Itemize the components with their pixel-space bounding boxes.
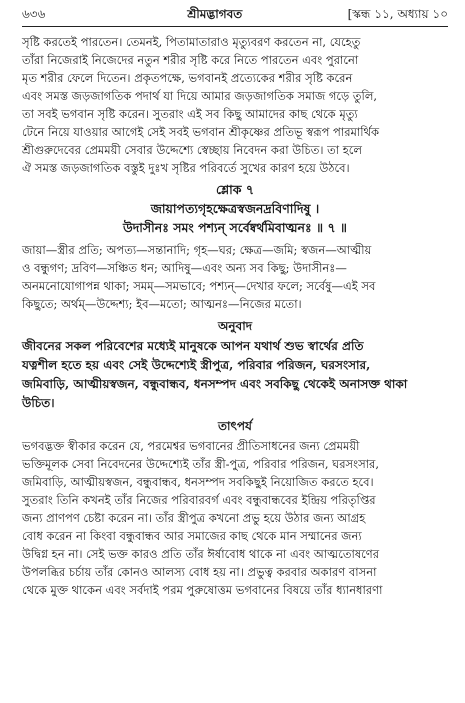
- text-line: তা সবই ভগবান সৃষ্টি করেন। সুতরাং এই সব কিছু আমাদের কাছ থেকে মৃত্যু: [22, 107, 358, 121]
- verse-line: জায়াপত্যগৃহক্ষেত্রস্বজনদ্রবিণাদিষু ।: [150, 201, 320, 216]
- text-line: বোধ করেন না কিংবা বন্ধুবান্ধব আর সমাজের কাছ থেকে মান সম্মানের জন্য: [22, 529, 362, 543]
- text-line: সৃষ্টি করতেই পারতেন। তেমনই, পিতামাতারাও মৃত্যুবরণ করতেন না, যেহেতু: [22, 35, 361, 49]
- text-line: জীবনের সকল পরিবেশের মধ্যেই মানুষকে আপন যথার্থ শুভ স্বার্থের প্রতি: [22, 339, 364, 353]
- translation: [22, 337, 448, 413]
- text-line: তাঁরা নিজেরাই নিজেদের নতুন শরীর সৃষ্টি করে নিতে পারতেন এবং পুরানো: [22, 53, 359, 67]
- text-line: যত্নশীল হতে হয় এবং সেই উদ্দেশ্যেই স্ত্রীপুত্র, পরিবার পরিজন, ঘরসংসার,: [22, 358, 371, 372]
- page-number: ৬৩৬: [22, 7, 46, 21]
- text-line: জায়া—স্ত্রীর প্রতি; অপত্য—সন্তানাদি; গৃহ—ঘর; ক্ষেত্র—জমি; স্বজন—আত্মীয়: [22, 243, 372, 257]
- text-line: উচিত।: [22, 396, 55, 410]
- text-line: থেকে মুক্ত থাকেন এবং সর্বদাই পরম পুরুষোত্তম ভগবানের বিষয়ে তাঁর ধ্যানধারণা: [22, 583, 383, 597]
- text-line: জমিবাড়ি, আত্মীয়স্বজন, বন্ধুবান্ধব, ধনসম্পদ সবকিছুই নিয়োজিত করতে হবে।: [22, 475, 374, 489]
- text-line: ঐ সমস্ত জড়জাগতিক বস্তুই দুঃখ সৃষ্টির পরিবর্তে সুখের কারণ হয়ে উঠবে।: [22, 161, 350, 175]
- purport-heading: তাৎপর্য: [218, 419, 252, 433]
- text-line: জন্য প্রাণপণ চেষ্টা করেন না। তাঁর স্ত্রীপুত্র কখনো প্রভু হয়ে উঠার জন্য আগ্রহ: [22, 511, 366, 525]
- text-line: ভগবদ্ভক্ত স্বীকার করেন যে, পরমেশ্বর ভগবানের প্রীতিসাধনের জন্য প্রেমময়ী: [22, 439, 360, 453]
- synonyms: [22, 241, 448, 313]
- text-line: শ্রীগুরুদেবের প্রেমময়ী সেবার উদ্দেশ্যে স্বেচ্ছায় নিবেদন করা উচিত। তা হলে: [22, 143, 362, 157]
- text-line: সুতরাং তিনি কখনই তাঁর নিজের পরিবারবর্গ এবং বন্ধুবান্ধবের ইন্দ্রিয় পরিতৃপ্তির: [22, 493, 376, 507]
- verse-line: উদাসীনঃ সমং পশ্যন্ সর্বেষ্বর্থমিবাত্মনঃ ॥ ৭ ॥: [122, 220, 347, 235]
- book-title: শ্রীমদ্ভাগবত: [187, 7, 243, 21]
- text-line: ও বন্ধুগণ; দ্রবিণ—সঞ্চিত ধন; আদিষু—এবং অন্য সব কিছু; উদাসীনঃ—: [22, 261, 347, 275]
- verse-title: শ্লোক ৭: [215, 182, 255, 197]
- text-line: মৃত শরীর ফেলে দিতেন। প্রকৃতপক্ষে, ভগবানই প্রত্যেকের শরীর সৃষ্টি করেন: [22, 71, 353, 85]
- section-label: [স্কন্ধ ১১, অধ্যায় ১০: [347, 7, 448, 21]
- text-line: ভক্তিমূলক সেবা নিবেদনের উদ্দেশ্যেই তাঁর স্ত্রী-পুত্র, পরিবার পরিজন, ঘরসংসার,: [22, 457, 380, 471]
- text-line: অনমনোযোগাপন্ন থাকা; সমম্—সমভাবে; পশ্যন্—দেখার ফলে; সর্বেষু—এই সব: [22, 279, 376, 293]
- book-page: [22, 6, 448, 599]
- text-line: এবং সমস্ত জড়জাগতিক পদার্থ যা দিয়ে আমার জড়জাগতিক সমাজ গড়ে তুলি,: [22, 89, 378, 103]
- text-line: জমিবাড়ি, আত্মীয়স্বজন, বন্ধুবান্ধব, ধনসম্পদ এবং সবকিছু থেকেই অনাসক্ত থাকা: [22, 377, 408, 391]
- text-line: উপলব্ধির চর্চায় তাঁর কোনও আলস্য বোধ হয় না। প্রভুত্ব করবার অকারণ বাসনা: [22, 565, 377, 579]
- text-line: উদ্বিগ্ন হন না। সেই ভক্ত কারও প্রতি তাঁর ঈর্ষাবোধ থাকে না এবং আত্মতোষণের: [22, 547, 380, 561]
- text-line: টেনে নিয়ে যাওয়ার আগেই সেই সবই ভগবান শ্রীকৃষ্ণের প্রতিভূ স্বরূপ পারমার্থিক: [22, 125, 380, 139]
- intro-paragraph: [22, 33, 448, 177]
- page-header: [22, 6, 448, 27]
- translation-heading: অনুবাদ: [217, 319, 253, 333]
- text-line: কিছুতে; অর্থম্—উদ্দেশ্য; ইব—মতো; আত্মনঃ—নিজের মতো।: [22, 297, 302, 311]
- verse-block: [22, 199, 448, 237]
- purport: [22, 437, 448, 599]
